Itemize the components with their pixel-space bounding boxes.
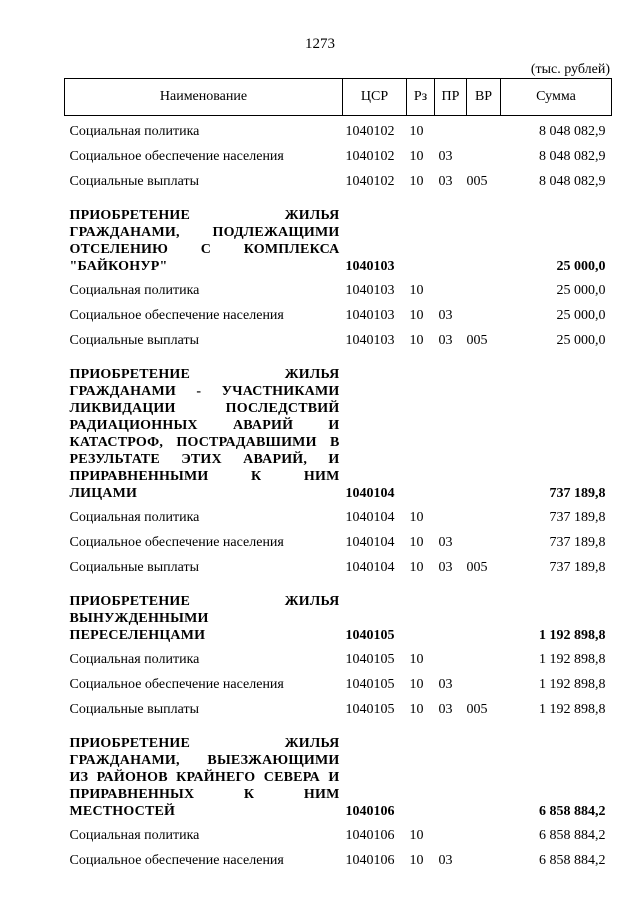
cell-csr: 1040106: [345, 828, 395, 843]
cell-pr: 03: [438, 677, 453, 692]
table-row: [65, 116, 612, 142]
cell-csr: 1040102: [345, 149, 395, 164]
cell-csr: 1040102: [345, 124, 395, 139]
page-number: 1273: [305, 36, 335, 52]
table-row: [65, 527, 612, 552]
cell-vr: [467, 845, 501, 870]
cell-pr: [435, 275, 467, 300]
cell-name: Социальное обеспечение населения: [69, 535, 284, 550]
cell-name: [65, 719, 343, 820]
cell-rz: [407, 577, 435, 644]
cell-csr: 1040106: [345, 804, 395, 819]
table-section-row: [65, 350, 612, 502]
cell-name-line: ПРИОБРЕТЕНИЕ ЖИЛЬЯ: [69, 594, 340, 609]
cell-name: Социальное обеспечение населения: [69, 677, 284, 692]
cell-sum: 1 192 898,8: [539, 677, 606, 692]
cell-pr: [435, 116, 467, 142]
cell-sum: 1 192 898,8: [539, 702, 606, 717]
cell-rz: 10: [409, 702, 424, 717]
cell-sum: 25 000,0: [556, 259, 606, 274]
cell-name-line: ИЗ РАЙОНОВ КРАЙНЕГО СЕВЕРА И: [69, 770, 340, 785]
cell-csr: 1040105: [345, 702, 395, 717]
cell-sum: 1 192 898,8: [539, 652, 606, 667]
cell-sum: 6 858 884,2: [539, 828, 606, 843]
cell-name: Социальная политика: [69, 828, 200, 843]
cell-sum: 25 000,0: [556, 308, 606, 323]
cell-rz: 10: [409, 283, 424, 298]
cell-pr: [435, 191, 467, 275]
cell-csr: 1040104: [345, 535, 395, 550]
cell-vr: [467, 719, 501, 820]
cell-csr: 1040103: [345, 333, 395, 348]
cell-vr: [467, 502, 501, 527]
cell-pr: [435, 577, 467, 644]
cell-pr: [435, 820, 467, 845]
cell-name-line: ПРИОБРЕТЕНИЕ ЖИЛЬЯ: [69, 367, 340, 382]
cell-vr: 005: [466, 333, 488, 348]
cell-vr: [467, 577, 501, 644]
table-row: [65, 275, 612, 300]
cell-csr: 1040103: [345, 308, 395, 323]
cell-name: [65, 350, 343, 502]
cell-name-line: РАДИАЦИОННЫХ АВАРИЙ И: [69, 418, 340, 433]
table-row: [65, 166, 612, 191]
cell-rz: 10: [409, 560, 424, 575]
cell-name-line: ВЫНУЖДЕННЫМИ: [69, 611, 209, 626]
cell-rz: 10: [409, 828, 424, 843]
cell-name-line: ЛИКВИДАЦИИ ПОСЛЕДСТВИЙ: [69, 401, 340, 416]
cell-name: Социальная политика: [69, 283, 200, 298]
cell-name: Социальное обеспечение населения: [69, 308, 284, 323]
cell-vr: 005: [466, 702, 488, 717]
cell-sum: 8 048 082,9: [539, 124, 606, 139]
cell-pr: 03: [438, 535, 453, 550]
table-row: [65, 669, 612, 694]
cell-name: Социальные выплаты: [69, 174, 200, 189]
cell-name-line: ПРИОБРЕТЕНИЕ ЖИЛЬЯ: [69, 208, 340, 223]
header-rz: Рз: [407, 79, 435, 116]
cell-rz: 10: [409, 174, 424, 189]
cell-name-line: "БАЙКОНУР": [69, 259, 168, 274]
cell-rz: 10: [409, 510, 424, 525]
cell-sum: 8 048 082,9: [539, 149, 606, 164]
cell-vr: [467, 275, 501, 300]
cell-csr: 1040105: [345, 652, 395, 667]
cell-rz: 10: [409, 149, 424, 164]
cell-sum: 737 189,8: [549, 535, 606, 550]
cell-csr: 1040104: [345, 486, 395, 501]
cell-name: Социальная политика: [69, 652, 200, 667]
table-row: [65, 845, 612, 870]
cell-vr: [467, 669, 501, 694]
cell-pr: [435, 644, 467, 669]
header-name: Наименование: [65, 79, 343, 116]
cell-name-line: ОТСЕЛЕНИЮ С КОМПЛЕКСА: [69, 242, 340, 257]
cell-sum: 737 189,8: [549, 560, 606, 575]
cell-rz: 10: [409, 677, 424, 692]
cell-rz: 10: [409, 535, 424, 550]
cell-vr: 005: [466, 174, 488, 189]
cell-rz: 10: [409, 652, 424, 667]
cell-csr: 1040102: [345, 174, 395, 189]
cell-pr: 03: [438, 174, 453, 189]
cell-name: Социальные выплаты: [69, 702, 200, 717]
cell-vr: [467, 820, 501, 845]
cell-csr: 1040104: [345, 560, 395, 575]
budget-table: [64, 78, 612, 870]
cell-vr: [467, 350, 501, 502]
cell-name-line: ПРИОБРЕТЕНИЕ ЖИЛЬЯ: [69, 736, 340, 751]
cell-rz: [407, 350, 435, 502]
table-row: [65, 820, 612, 845]
cell-csr: 1040105: [345, 677, 395, 692]
cell-sum: 6 858 884,2: [539, 853, 606, 868]
cell-name: Социальные выплаты: [69, 333, 200, 348]
table-row: [65, 325, 612, 350]
cell-sum: 6 858 884,2: [539, 804, 606, 819]
cell-csr: 1040104: [345, 510, 395, 525]
cell-pr: [435, 719, 467, 820]
cell-sum: 25 000,0: [556, 333, 606, 348]
cell-pr: 03: [438, 308, 453, 323]
units-note: (тыс. рублей): [530, 62, 610, 77]
table-header-row: [65, 79, 612, 116]
cell-name: Социальная политика: [69, 124, 200, 139]
cell-rz: 10: [409, 853, 424, 868]
header-csr: ЦСР: [343, 79, 407, 116]
table-row: [65, 552, 612, 577]
table-section-row: [65, 577, 612, 644]
table-body: [65, 116, 612, 871]
cell-vr: 005: [466, 560, 488, 575]
cell-pr: 03: [438, 853, 453, 868]
cell-sum: 737 189,8: [549, 510, 606, 525]
table-row: [65, 644, 612, 669]
cell-vr: [467, 527, 501, 552]
cell-rz: 10: [409, 333, 424, 348]
table-section-row: [65, 719, 612, 820]
cell-vr: [467, 116, 501, 142]
cell-pr: 03: [438, 702, 453, 717]
cell-rz: [407, 719, 435, 820]
cell-name: [65, 191, 343, 275]
cell-vr: [467, 191, 501, 275]
cell-sum: 1 192 898,8: [539, 628, 606, 643]
cell-name-line: РЕЗУЛЬТАТЕ ЭТИХ АВАРИЙ, И: [69, 452, 340, 467]
table-section-row: [65, 191, 612, 275]
header-sum: Сумма: [501, 79, 612, 116]
header-pr: ПР: [435, 79, 467, 116]
cell-name-line: МЕСТНОСТЕЙ: [69, 804, 176, 819]
cell-name-line: ГРАЖДАНАМИ, ПОДЛЕЖАЩИМИ: [69, 225, 340, 240]
cell-vr: [467, 141, 501, 166]
cell-rz: 10: [409, 124, 424, 139]
cell-name: Социальная политика: [69, 510, 200, 525]
table-row: [65, 694, 612, 719]
cell-csr: 1040106: [345, 853, 395, 868]
cell-pr: 03: [438, 560, 453, 575]
cell-name: Социальное обеспечение населения: [69, 149, 284, 164]
cell-pr: 03: [438, 333, 453, 348]
cell-name: Социальные выплаты: [69, 560, 200, 575]
cell-name: [65, 577, 343, 644]
cell-pr: [435, 502, 467, 527]
cell-name-line: ГРАЖДАНАМИ, ВЫЕЗЖАЮЩИМИ: [69, 753, 340, 768]
cell-sum: 737 189,8: [549, 486, 606, 501]
table-row: [65, 300, 612, 325]
cell-name-line: ПРИРАВНЕННЫМИ К НИМ: [69, 469, 340, 484]
cell-csr: 1040105: [345, 628, 395, 643]
cell-name-line: ПРИРАВНЕННЫХ К НИМ: [69, 787, 340, 802]
cell-name: Социальное обеспечение населения: [69, 853, 284, 868]
cell-sum: 25 000,0: [556, 283, 606, 298]
cell-vr: [467, 644, 501, 669]
cell-pr: 03: [438, 149, 453, 164]
cell-vr: [467, 300, 501, 325]
table-row: [65, 141, 612, 166]
cell-csr: 1040103: [345, 259, 395, 274]
cell-pr: [435, 350, 467, 502]
cell-rz: [407, 191, 435, 275]
cell-csr: 1040103: [345, 283, 395, 298]
cell-rz: 10: [409, 308, 424, 323]
cell-name-line: ГРАЖДАНАМИ - УЧАСТНИКАМИ: [69, 384, 340, 399]
cell-sum: 8 048 082,9: [539, 174, 606, 189]
cell-name-line: КАТАСТРОФ, ПОСТРАДАВШИМИ В: [69, 435, 340, 450]
header-vr: ВР: [467, 79, 501, 116]
table-row: [65, 502, 612, 527]
cell-name-line: ЛИЦАМИ: [69, 486, 138, 501]
cell-name-line: ПЕРЕСЕЛЕНЦАМИ: [69, 628, 206, 643]
